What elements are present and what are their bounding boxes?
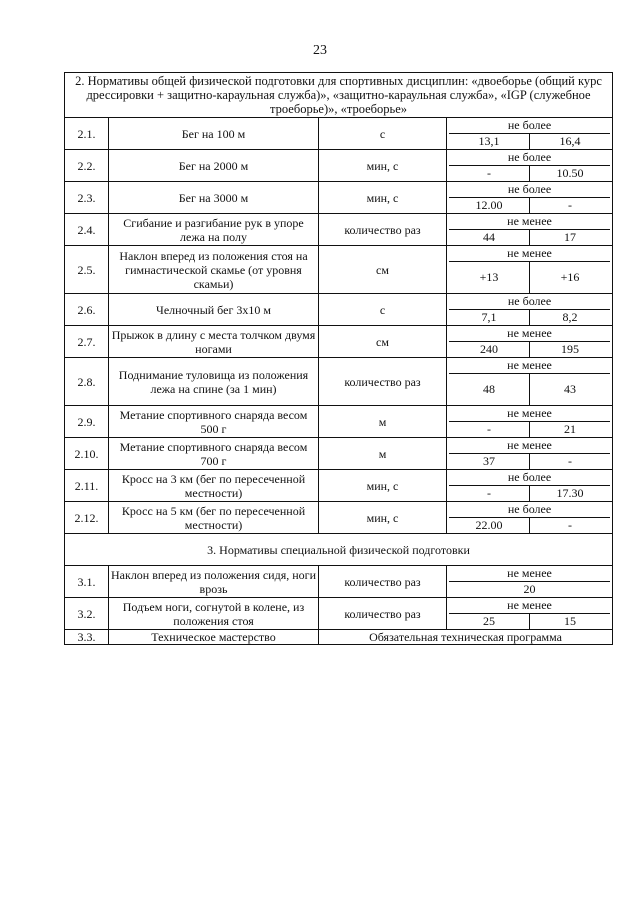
value-2: -	[529, 518, 610, 533]
unit: мин, с	[319, 150, 447, 182]
limit-label: не более	[449, 182, 610, 198]
norm-values	[447, 470, 613, 502]
norm-values	[447, 294, 613, 326]
value-1: 37	[483, 454, 496, 468]
row-number: 2.8.	[65, 358, 109, 406]
exercise-name: Метание спортивного снаряда весом 700 г	[109, 438, 319, 470]
unit: количество раз	[319, 598, 447, 630]
row-number: 2.7.	[65, 326, 109, 358]
page-number: 23	[313, 43, 327, 58]
exercise-name: Подъем ноги, согнутой в колене, из положения стоя	[109, 598, 319, 630]
values-row	[449, 198, 610, 213]
value-1: 22.00	[475, 518, 503, 532]
value-1: 44	[483, 230, 496, 244]
values-row	[449, 374, 610, 405]
norm-values	[447, 406, 613, 438]
norm-values	[447, 566, 613, 598]
value-1: 7,1	[481, 310, 497, 324]
limit-label: не менее	[449, 246, 610, 262]
row-number: 2.4.	[65, 214, 109, 246]
limit-label: не более	[449, 150, 610, 166]
table-row	[65, 118, 613, 150]
norm-values	[447, 502, 613, 534]
row-number: 3.2.	[65, 598, 109, 630]
unit: с	[319, 118, 447, 150]
norm-values	[447, 598, 613, 630]
values-row	[449, 422, 610, 437]
norm-values	[447, 118, 613, 150]
value-2: 8,2	[529, 310, 610, 325]
table-row	[65, 150, 613, 182]
value-1: -	[487, 166, 492, 180]
values-row	[449, 230, 610, 245]
unit: мин, с	[319, 470, 447, 502]
limit-label: не более	[449, 118, 610, 134]
value-2: 15	[529, 614, 610, 629]
values-row	[449, 454, 610, 469]
value-2: 43	[529, 374, 610, 405]
unit: см	[319, 326, 447, 358]
value-2: 10.50	[529, 166, 610, 181]
table-row	[65, 470, 613, 502]
value-2: 21	[529, 422, 610, 437]
limit-label: не менее	[449, 358, 610, 374]
row-number: 2.11.	[65, 470, 109, 502]
limit-label: не менее	[449, 214, 610, 230]
value-2: 16,4	[529, 134, 610, 149]
standards-table-body	[65, 73, 613, 645]
value-1: 48	[483, 382, 496, 396]
exercise-name: Техническое мастерство	[109, 630, 319, 645]
unit: количество раз	[319, 214, 447, 246]
value-1: 240	[480, 342, 499, 356]
values-row	[449, 310, 610, 325]
value: 20	[523, 582, 536, 596]
exercise-name: Кросс на 5 км (бег по пересеченной местности)	[109, 502, 319, 534]
exercise-name: Бег на 3000 м	[109, 182, 319, 214]
section-3-title: 3. Нормативы специальной физической подготовки	[65, 534, 613, 566]
exercise-name: Поднимание туловища из положения лежа на спине (за 1 мин)	[109, 358, 319, 406]
values-row	[449, 342, 610, 357]
value-1: 25	[483, 614, 496, 628]
exercise-name: Наклон вперед из положения стоя на гимнастической скамье (от уровня скамьи)	[109, 246, 319, 294]
values-row	[449, 262, 610, 293]
value-2: 17.30	[529, 486, 610, 501]
limit-label: не менее	[449, 598, 610, 614]
values-row	[449, 134, 610, 149]
section-2-title: 2. Нормативы общей физической подготовки для спортивных дисциплин: «двоеборье (общий курс дрессировки + защитно-караульная служба)», «защитно-караульная служба», «IGP (служебное троеборье)», «троеборье»	[65, 73, 613, 118]
row-number: 2.10.	[65, 438, 109, 470]
row-number: 2.12.	[65, 502, 109, 534]
limit-label: не менее	[449, 326, 610, 342]
limit-label: не более	[449, 502, 610, 518]
table-row	[65, 598, 613, 630]
row-number: 2.2.	[65, 150, 109, 182]
value-2: 195	[529, 342, 610, 357]
row-number: 2.1.	[65, 118, 109, 150]
norm-values	[447, 182, 613, 214]
unit: мин, с	[319, 502, 447, 534]
value-2: -	[529, 454, 610, 469]
unit: м	[319, 438, 447, 470]
values-row	[449, 614, 610, 629]
norm-values	[447, 246, 613, 294]
table-row	[65, 502, 613, 534]
table-row	[65, 326, 613, 358]
table-row	[65, 358, 613, 406]
table-row	[65, 566, 613, 598]
table-row	[65, 182, 613, 214]
row-number: 3.3.	[65, 630, 109, 645]
unit: количество раз	[319, 358, 447, 406]
unit: м	[319, 406, 447, 438]
row-number: 2.3.	[65, 182, 109, 214]
exercise-name: Кросс на 3 км (бег по пересеченной местности)	[109, 470, 319, 502]
norm-values	[447, 358, 613, 406]
value-2: -	[529, 198, 610, 213]
row-number: 2.6.	[65, 294, 109, 326]
value-1: +13	[479, 270, 499, 284]
limit-label: не менее	[449, 406, 610, 422]
table-row	[65, 246, 613, 294]
values-row	[449, 486, 610, 501]
value-1: 13,1	[478, 134, 500, 148]
standards-table	[64, 72, 613, 645]
unit: количество раз	[319, 566, 447, 598]
unit: мин, с	[319, 182, 447, 214]
limit-label: не более	[449, 470, 610, 486]
value-1: -	[487, 486, 492, 500]
row-number: 3.1.	[65, 566, 109, 598]
unit: см	[319, 246, 447, 294]
unit: с	[319, 294, 447, 326]
exercise-name: Сгибание и разгибание рук в упоре лежа на полу	[109, 214, 319, 246]
value-2: +16	[529, 262, 610, 293]
row-number: 2.9.	[65, 406, 109, 438]
values-row	[449, 518, 610, 533]
table-row	[65, 438, 613, 470]
exercise-name: Прыжок в длину с места толчком двумя ногами	[109, 326, 319, 358]
value-1: 12.00	[475, 198, 503, 212]
values-row	[449, 166, 610, 181]
norm-values	[447, 214, 613, 246]
value-1: -	[487, 422, 492, 436]
exercise-name: Бег на 2000 м	[109, 150, 319, 182]
limit-label: не более	[449, 294, 610, 310]
section-2-header	[65, 73, 613, 118]
values-row	[449, 582, 610, 597]
table-row	[65, 630, 613, 645]
program-text: Обязательная техническая программа	[319, 630, 613, 645]
norm-values	[447, 150, 613, 182]
exercise-name: Метание спортивного снаряда весом 500 г	[109, 406, 319, 438]
norm-values	[447, 326, 613, 358]
exercise-name: Челночный бег 3х10 м	[109, 294, 319, 326]
value-2: 17	[529, 230, 610, 245]
norm-values	[447, 438, 613, 470]
exercise-name: Наклон вперед из положения сидя, ноги врозь	[109, 566, 319, 598]
table-row	[65, 406, 613, 438]
limit-label: не менее	[449, 438, 610, 454]
row-number: 2.5.	[65, 246, 109, 294]
table-row	[65, 294, 613, 326]
limit-label: не менее	[449, 566, 610, 582]
exercise-name: Бег на 100 м	[109, 118, 319, 150]
table-row	[65, 214, 613, 246]
section-3-header	[65, 534, 613, 566]
